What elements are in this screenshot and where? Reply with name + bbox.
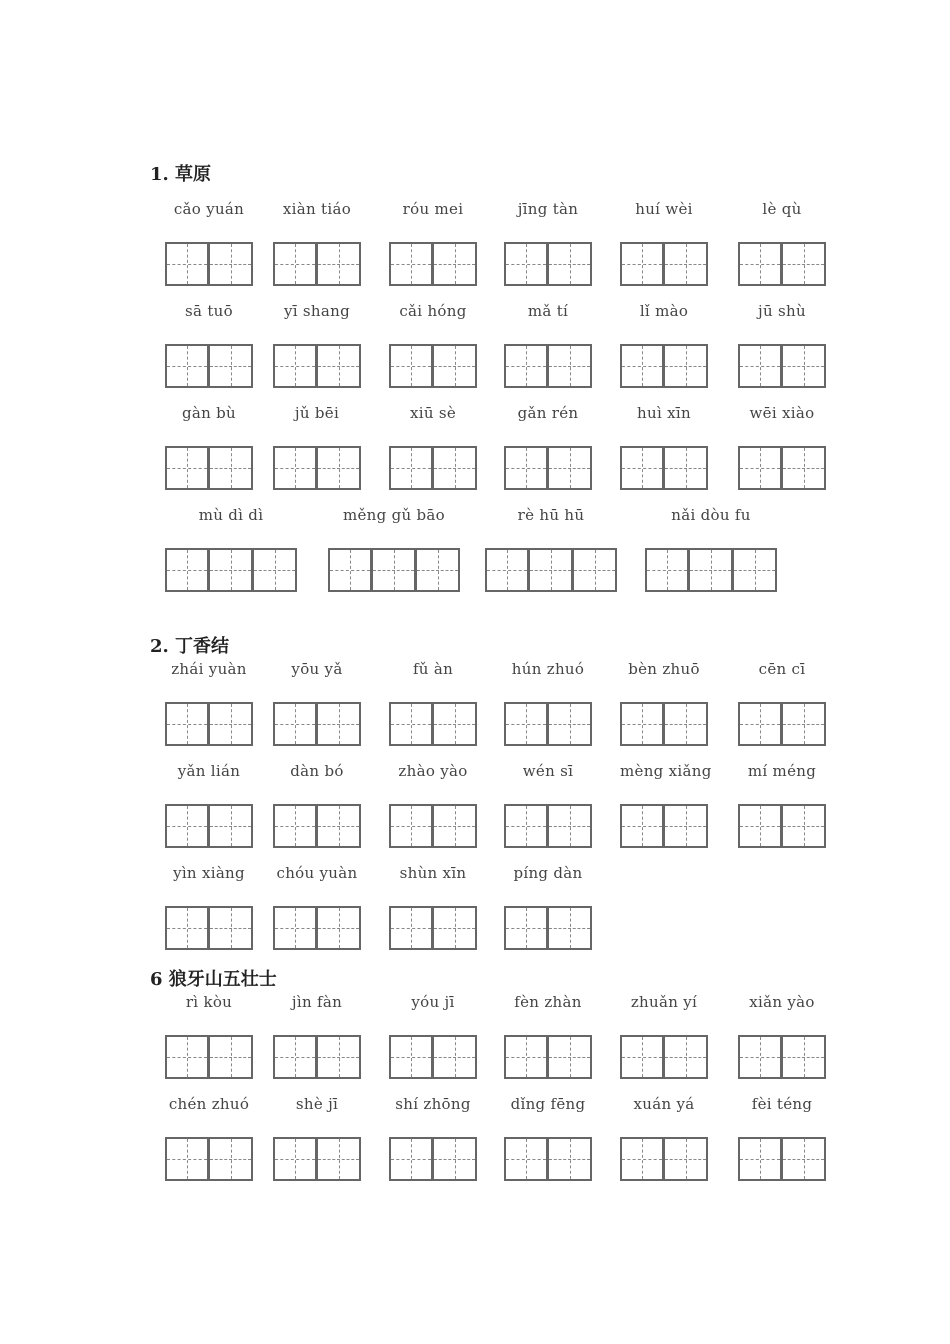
pinyin-label: huí wèi: [635, 200, 693, 218]
tian-zi-cell[interactable]: [209, 242, 253, 286]
writing-grid[interactable]: [504, 344, 592, 388]
tian-zi-cell[interactable]: [548, 702, 592, 746]
pinyin-label: rè hū hū: [517, 506, 585, 524]
tian-zi-cell[interactable]: [664, 242, 708, 286]
tian-zi-cell[interactable]: [416, 548, 460, 592]
tian-zi-cell[interactable]: [504, 804, 548, 848]
tian-zi-cell[interactable]: [664, 702, 708, 746]
writing-grid[interactable]: [504, 702, 592, 746]
pinyin-label: lǐ mào: [639, 302, 689, 320]
tian-zi-cell[interactable]: [548, 1137, 592, 1181]
writing-grid[interactable]: [738, 1035, 826, 1079]
pinyin-label: zhào yào: [398, 762, 468, 780]
pinyin-label: bèn zhuō: [628, 660, 700, 678]
tian-zi-cell[interactable]: [165, 548, 209, 592]
tian-zi-cell[interactable]: [782, 702, 826, 746]
tian-zi-cell[interactable]: [664, 1035, 708, 1079]
writing-grid[interactable]: [504, 242, 592, 286]
pinyin-label: wēi xiào: [749, 404, 815, 422]
tian-zi-cell[interactable]: [504, 906, 548, 950]
pinyin-label: yìn xiàng: [173, 864, 245, 882]
writing-grid[interactable]: [273, 804, 361, 848]
writing-grid[interactable]: [273, 242, 361, 286]
pinyin-label: xiǎn yào: [749, 993, 815, 1011]
tian-zi-cell[interactable]: [738, 446, 782, 490]
tian-zi-cell[interactable]: [389, 1035, 433, 1079]
tian-zi-cell[interactable]: [620, 446, 664, 490]
pinyin-label: fèn zhàn: [514, 993, 582, 1011]
writing-grid[interactable]: [620, 1035, 708, 1079]
writing-grid[interactable]: [273, 906, 361, 950]
tian-zi-cell[interactable]: [620, 702, 664, 746]
tian-zi-cell[interactable]: [689, 548, 733, 592]
pinyin-label: píng dàn: [513, 864, 583, 882]
tian-zi-cell[interactable]: [165, 446, 209, 490]
tian-zi-cell[interactable]: [738, 702, 782, 746]
pinyin-label: jǔ bēi: [294, 404, 340, 422]
pinyin-label: shí zhōng: [395, 1095, 471, 1113]
section-title: 6 狼牙山五壮士: [150, 969, 277, 990]
tian-zi-cell[interactable]: [209, 906, 253, 950]
tian-zi-cell[interactable]: [273, 906, 317, 950]
tian-zi-cell[interactable]: [433, 702, 477, 746]
tian-zi-cell[interactable]: [372, 548, 416, 592]
tian-zi-cell[interactable]: [209, 1035, 253, 1079]
tian-zi-cell[interactable]: [782, 1035, 826, 1079]
writing-grid[interactable]: [504, 1035, 592, 1079]
writing-grid[interactable]: [165, 1035, 253, 1079]
pinyin-label: zhuǎn yí: [630, 993, 698, 1011]
tian-zi-cell[interactable]: [738, 804, 782, 848]
writing-grid[interactable]: [738, 1137, 826, 1181]
tian-zi-cell[interactable]: [620, 344, 664, 388]
writing-grid[interactable]: [389, 1137, 477, 1181]
tian-zi-cell[interactable]: [389, 446, 433, 490]
tian-zi-cell[interactable]: [548, 242, 592, 286]
pinyin-label: fèi téng: [751, 1095, 813, 1113]
pinyin-label: nǎi dòu fu: [671, 506, 751, 524]
tian-zi-cell[interactable]: [317, 906, 361, 950]
tian-zi-cell[interactable]: [738, 1035, 782, 1079]
tian-zi-cell[interactable]: [165, 906, 209, 950]
tian-zi-cell[interactable]: [389, 1137, 433, 1181]
tian-zi-cell[interactable]: [317, 702, 361, 746]
writing-grid[interactable]: [165, 804, 253, 848]
writing-grid[interactable]: [165, 344, 253, 388]
tian-zi-cell[interactable]: [328, 548, 372, 592]
writing-grid[interactable]: [273, 344, 361, 388]
tian-zi-cell[interactable]: [273, 702, 317, 746]
tian-zi-cell[interactable]: [317, 344, 361, 388]
writing-grid[interactable]: [504, 1137, 592, 1181]
writing-grid[interactable]: [738, 702, 826, 746]
pinyin-label: mí méng: [747, 762, 817, 780]
pinyin-label: chén zhuó: [168, 1095, 250, 1113]
pinyin-label: shùn xīn: [399, 864, 467, 882]
tian-zi-cell[interactable]: [317, 242, 361, 286]
tian-zi-cell[interactable]: [504, 702, 548, 746]
pinyin-label: xiū sè: [409, 404, 457, 422]
pinyin-label: jìn fàn: [291, 993, 343, 1011]
tian-zi-cell[interactable]: [738, 242, 782, 286]
writing-grid[interactable]: [389, 1035, 477, 1079]
tian-zi-cell[interactable]: [433, 906, 477, 950]
tian-zi-cell[interactable]: [209, 344, 253, 388]
pinyin-label: chóu yuàn: [276, 864, 358, 882]
tian-zi-cell[interactable]: [548, 906, 592, 950]
pinyin-label: jīng tàn: [517, 200, 579, 218]
pinyin-label: xuán yá: [633, 1095, 695, 1113]
tian-zi-cell[interactable]: [317, 1035, 361, 1079]
tian-zi-cell[interactable]: [664, 446, 708, 490]
section-title: 1. 草原: [150, 164, 212, 185]
pinyin-label: mǎ tí: [527, 302, 569, 320]
tian-zi-cell[interactable]: [504, 1137, 548, 1181]
tian-zi-cell[interactable]: [165, 344, 209, 388]
tian-zi-cell[interactable]: [504, 446, 548, 490]
tian-zi-cell[interactable]: [733, 548, 777, 592]
pinyin-label: cǎi hóng: [399, 302, 467, 320]
tian-zi-cell[interactable]: [389, 344, 433, 388]
pinyin-label: hún zhuó: [511, 660, 585, 678]
writing-grid[interactable]: [389, 344, 477, 388]
pinyin-label: fǔ àn: [412, 660, 454, 678]
pinyin-label: yī shang: [283, 302, 350, 320]
tian-zi-cell[interactable]: [433, 1137, 477, 1181]
tian-zi-cell[interactable]: [273, 1137, 317, 1181]
tian-zi-cell[interactable]: [209, 804, 253, 848]
writing-grid[interactable]: [165, 548, 297, 592]
writing-grid[interactable]: [645, 548, 777, 592]
pinyin-label: dǐng fēng: [510, 1095, 586, 1113]
tian-zi-cell[interactable]: [273, 242, 317, 286]
writing-grid[interactable]: [620, 446, 708, 490]
tian-zi-cell[interactable]: [273, 804, 317, 848]
tian-zi-cell[interactable]: [389, 906, 433, 950]
writing-grid[interactable]: [165, 242, 253, 286]
tian-zi-cell[interactable]: [273, 1035, 317, 1079]
tian-zi-cell[interactable]: [504, 1035, 548, 1079]
tian-zi-cell[interactable]: [620, 242, 664, 286]
pinyin-label: zhái yuàn: [171, 660, 247, 678]
tian-zi-cell[interactable]: [165, 242, 209, 286]
tian-zi-cell[interactable]: [782, 804, 826, 848]
writing-grid[interactable]: [504, 446, 592, 490]
writing-grid[interactable]: [165, 446, 253, 490]
writing-grid[interactable]: [165, 702, 253, 746]
tian-zi-cell[interactable]: [645, 548, 689, 592]
tian-zi-cell[interactable]: [548, 1035, 592, 1079]
tian-zi-cell[interactable]: [548, 446, 592, 490]
tian-zi-cell[interactable]: [165, 1137, 209, 1181]
pinyin-label: jū shù: [758, 302, 806, 320]
tian-zi-cell[interactable]: [664, 344, 708, 388]
tian-zi-cell[interactable]: [485, 548, 529, 592]
tian-zi-cell[interactable]: [433, 242, 477, 286]
tian-zi-cell[interactable]: [433, 804, 477, 848]
tian-zi-cell[interactable]: [573, 548, 617, 592]
pinyin-label: cēn cī: [758, 660, 806, 678]
tian-zi-cell[interactable]: [209, 446, 253, 490]
tian-zi-cell[interactable]: [165, 702, 209, 746]
writing-grid[interactable]: [165, 906, 253, 950]
pinyin-label: róu mei: [402, 200, 464, 218]
tian-zi-cell[interactable]: [253, 548, 297, 592]
writing-grid[interactable]: [504, 906, 592, 950]
pinyin-label: sā tuō: [185, 302, 233, 320]
pinyin-label: lè qù: [762, 200, 802, 218]
pinyin-label: dàn bó: [290, 762, 344, 780]
tian-zi-cell[interactable]: [620, 804, 664, 848]
writing-grid[interactable]: [738, 344, 826, 388]
writing-grid[interactable]: [389, 446, 477, 490]
tian-zi-cell[interactable]: [433, 1035, 477, 1079]
tian-zi-cell[interactable]: [548, 344, 592, 388]
tian-zi-cell[interactable]: [504, 242, 548, 286]
pinyin-label: shè jī: [295, 1095, 339, 1113]
pinyin-label: cǎo yuán: [173, 200, 245, 218]
writing-grid[interactable]: [389, 242, 477, 286]
writing-grid[interactable]: [620, 702, 708, 746]
writing-grid[interactable]: [738, 804, 826, 848]
tian-zi-cell[interactable]: [738, 344, 782, 388]
tian-zi-cell[interactable]: [389, 242, 433, 286]
writing-grid[interactable]: [485, 548, 617, 592]
tian-zi-cell[interactable]: [273, 446, 317, 490]
tian-zi-cell[interactable]: [317, 804, 361, 848]
tian-zi-cell[interactable]: [738, 1137, 782, 1181]
pinyin-label: wén sī: [522, 762, 574, 780]
tian-zi-cell[interactable]: [317, 1137, 361, 1181]
writing-grid[interactable]: [738, 446, 826, 490]
writing-grid[interactable]: [620, 344, 708, 388]
writing-grid[interactable]: [273, 1137, 361, 1181]
tian-zi-cell[interactable]: [165, 1035, 209, 1079]
tian-zi-cell[interactable]: [620, 1035, 664, 1079]
writing-grid[interactable]: [389, 702, 477, 746]
tian-zi-cell[interactable]: [529, 548, 573, 592]
tian-zi-cell[interactable]: [165, 804, 209, 848]
writing-grid[interactable]: [620, 242, 708, 286]
tian-zi-cell[interactable]: [548, 804, 592, 848]
tian-zi-cell[interactable]: [433, 446, 477, 490]
tian-zi-cell[interactable]: [664, 1137, 708, 1181]
tian-zi-cell[interactable]: [664, 804, 708, 848]
writing-grid[interactable]: [389, 804, 477, 848]
writing-grid[interactable]: [389, 906, 477, 950]
tian-zi-cell[interactable]: [389, 702, 433, 746]
tian-zi-cell[interactable]: [782, 446, 826, 490]
tian-zi-cell[interactable]: [209, 548, 253, 592]
pinyin-label: rì kòu: [185, 993, 233, 1011]
writing-grid[interactable]: [165, 1137, 253, 1181]
tian-zi-cell[interactable]: [504, 344, 548, 388]
pinyin-label: mèng xiǎng: [620, 762, 712, 780]
writing-grid[interactable]: [620, 1137, 708, 1181]
writing-grid[interactable]: [273, 446, 361, 490]
tian-zi-cell[interactable]: [389, 804, 433, 848]
writing-grid[interactable]: [504, 804, 592, 848]
tian-zi-cell[interactable]: [209, 1137, 253, 1181]
pinyin-label: huì xīn: [637, 404, 691, 422]
section-title: 2. 丁香结: [150, 636, 230, 657]
tian-zi-cell[interactable]: [209, 702, 253, 746]
writing-grid[interactable]: [620, 804, 708, 848]
pinyin-label: gǎn rén: [517, 404, 579, 422]
tian-zi-cell[interactable]: [433, 344, 477, 388]
tian-zi-cell[interactable]: [273, 344, 317, 388]
pinyin-label: mù dì dì: [198, 506, 264, 524]
pinyin-label: yóu jī: [411, 993, 455, 1011]
tian-zi-cell[interactable]: [782, 344, 826, 388]
pinyin-label: yǎn lián: [177, 762, 241, 780]
tian-zi-cell[interactable]: [620, 1137, 664, 1181]
tian-zi-cell[interactable]: [782, 242, 826, 286]
pinyin-label: gàn bù: [181, 404, 237, 422]
writing-grid[interactable]: [273, 1035, 361, 1079]
pinyin-label: měng gǔ bāo: [342, 506, 446, 524]
writing-grid[interactable]: [273, 702, 361, 746]
pinyin-label: yōu yǎ: [291, 660, 343, 678]
tian-zi-cell[interactable]: [782, 1137, 826, 1181]
writing-grid[interactable]: [328, 548, 460, 592]
writing-grid[interactable]: [738, 242, 826, 286]
tian-zi-cell[interactable]: [317, 446, 361, 490]
pinyin-label: xiàn tiáo: [282, 200, 352, 218]
